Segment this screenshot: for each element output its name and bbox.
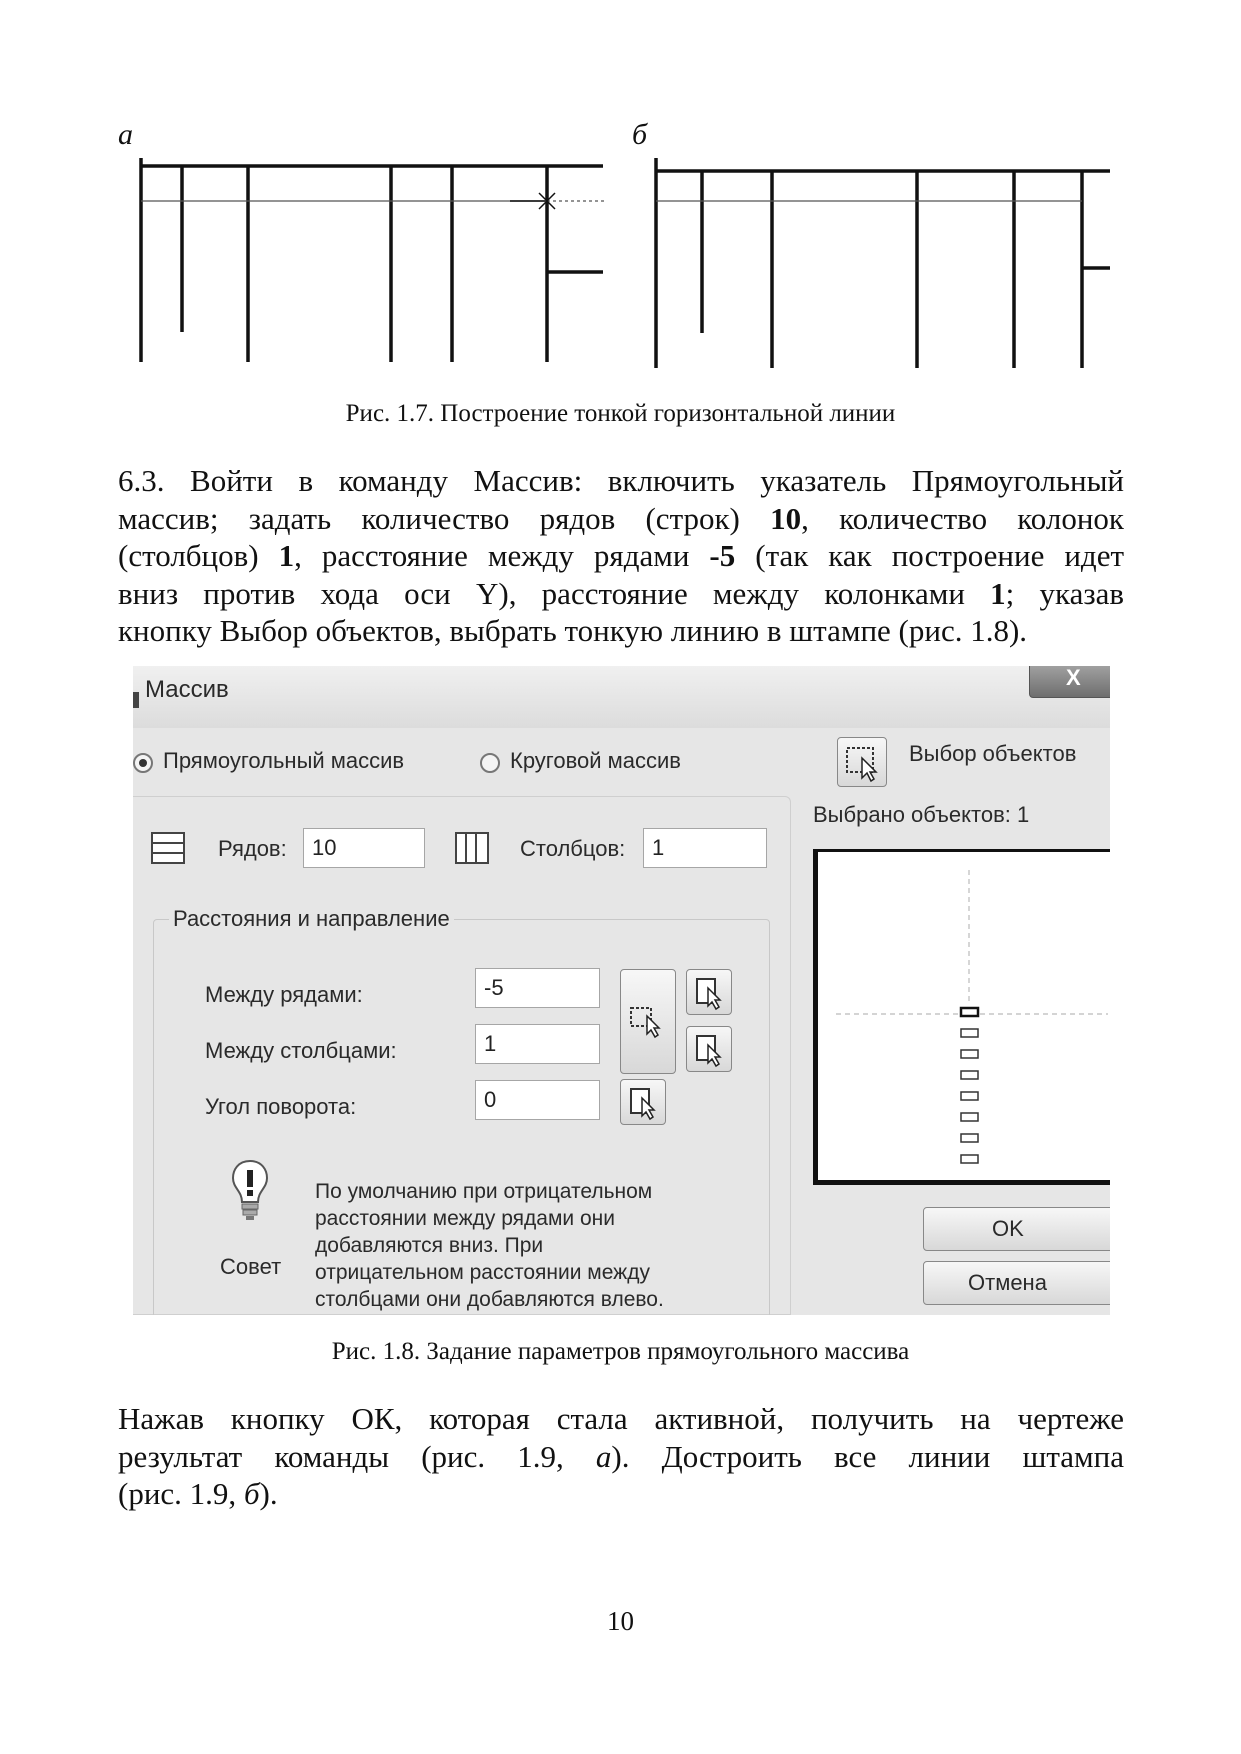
- text-line: Нажав кнопку ОК, которая стала активной, получить на чертеже: [118, 1401, 1124, 1436]
- rows-icon: [151, 832, 185, 864]
- pick-columns-distance-button[interactable]: [686, 1026, 732, 1072]
- between-columns-label: Между столбцами:: [205, 1038, 397, 1063]
- select-objects-icon: [838, 738, 886, 786]
- radio-rectangular-label: Прямоугольный массив: [163, 748, 405, 773]
- figure-a-label: а: [118, 118, 133, 151]
- close-icon: X: [1066, 666, 1081, 690]
- pick-point-icon: [687, 970, 731, 1014]
- paragraph-1: [118, 462, 1124, 650]
- paragraph-2: [118, 1400, 1124, 1513]
- drawing-b: [656, 158, 1110, 368]
- figure-1-8-caption: Рис. 1.8. Задание параметров прямоугольного массива: [331, 1338, 910, 1365]
- preview-drawing: [818, 852, 1110, 1182]
- tip-text: По умолчанию при отрицательном расстоянии между рядами они добавляются вниз. При отрицательном расстоянии между столбцами они добавляются влево.: [315, 1180, 664, 1311]
- drawing-a-thin-line: [141, 193, 605, 209]
- pick-both-distances-button[interactable]: [620, 969, 676, 1074]
- rotation-angle-input[interactable]: [475, 1080, 600, 1120]
- select-objects-label: Выбор объектов: [909, 741, 1077, 766]
- lightbulb-icon: [230, 1158, 270, 1222]
- between-rows-input[interactable]: [475, 968, 600, 1008]
- text-line: результат команды (рис. 1.9, а). Достроить все линии штампа: [118, 1438, 1124, 1474]
- cancel-button-label: Отмена: [968, 1270, 1047, 1295]
- text-line: массив; задать количество рядов (строк) 10, количество колонок: [118, 500, 1124, 536]
- dialog-title: Массив: [145, 676, 229, 703]
- columns-icon: [455, 832, 489, 864]
- array-dialog: [133, 666, 1110, 1315]
- selected-count: Выбрано объектов: 1: [813, 802, 1030, 827]
- select-objects-button[interactable]: [837, 737, 887, 787]
- text-line: (рис. 1.9, б).: [118, 1476, 278, 1511]
- text-line: кнопку Выбор объектов, выбрать тонкую линию в штампе (рис. 1.8).: [118, 613, 1028, 648]
- drawing-a: [141, 158, 603, 362]
- pick-angle-button[interactable]: [620, 1079, 666, 1125]
- dialog-titlebar: [133, 666, 1110, 728]
- pick-point-icon: [621, 1080, 665, 1124]
- close-button[interactable]: [1029, 666, 1110, 698]
- distance-group-title: Расстояния и направление: [169, 906, 454, 932]
- radio-rectangular[interactable]: [133, 753, 153, 773]
- figure-1-7-caption: Рис. 1.7. Построение тонкой горизонтальной линии: [345, 400, 896, 427]
- radio-circular[interactable]: [480, 753, 500, 773]
- ok-button-label: OK: [992, 1216, 1024, 1241]
- app-icon: [133, 692, 139, 708]
- rotation-angle-label: Угол поворота:: [205, 1094, 357, 1119]
- text-line: 6.3. Войти в команду Массив: включить указатель Прямоугольный: [118, 463, 1124, 498]
- between-rows-label: Между рядами:: [205, 982, 363, 1007]
- figure-1-7-drawings: [0, 0, 1241, 400]
- pick-rows-distance-button[interactable]: [686, 969, 732, 1015]
- tip-label: Совет: [220, 1254, 282, 1279]
- columns-input[interactable]: [643, 828, 767, 868]
- ok-button[interactable]: [923, 1207, 1110, 1251]
- cancel-button[interactable]: [923, 1261, 1110, 1305]
- radio-circular-label: Круговой массив: [510, 748, 681, 773]
- text-line: вниз против хода оси Y), расстояние между колонками 1; указав: [118, 575, 1124, 611]
- preview-area: [813, 849, 1110, 1185]
- columns-label: Столбцов:: [520, 836, 626, 861]
- rows-label: Рядов:: [218, 836, 287, 861]
- figure-b-label: б: [632, 118, 648, 151]
- text-line: (столбцов) 1, расстояние между рядами -5 (так как построение идет: [118, 538, 1124, 573]
- rows-input[interactable]: [303, 828, 425, 868]
- between-columns-input[interactable]: [475, 1024, 600, 1064]
- page-number: 10: [607, 1606, 634, 1636]
- pick-area-icon: [621, 970, 675, 1073]
- pick-point-icon: [687, 1027, 731, 1071]
